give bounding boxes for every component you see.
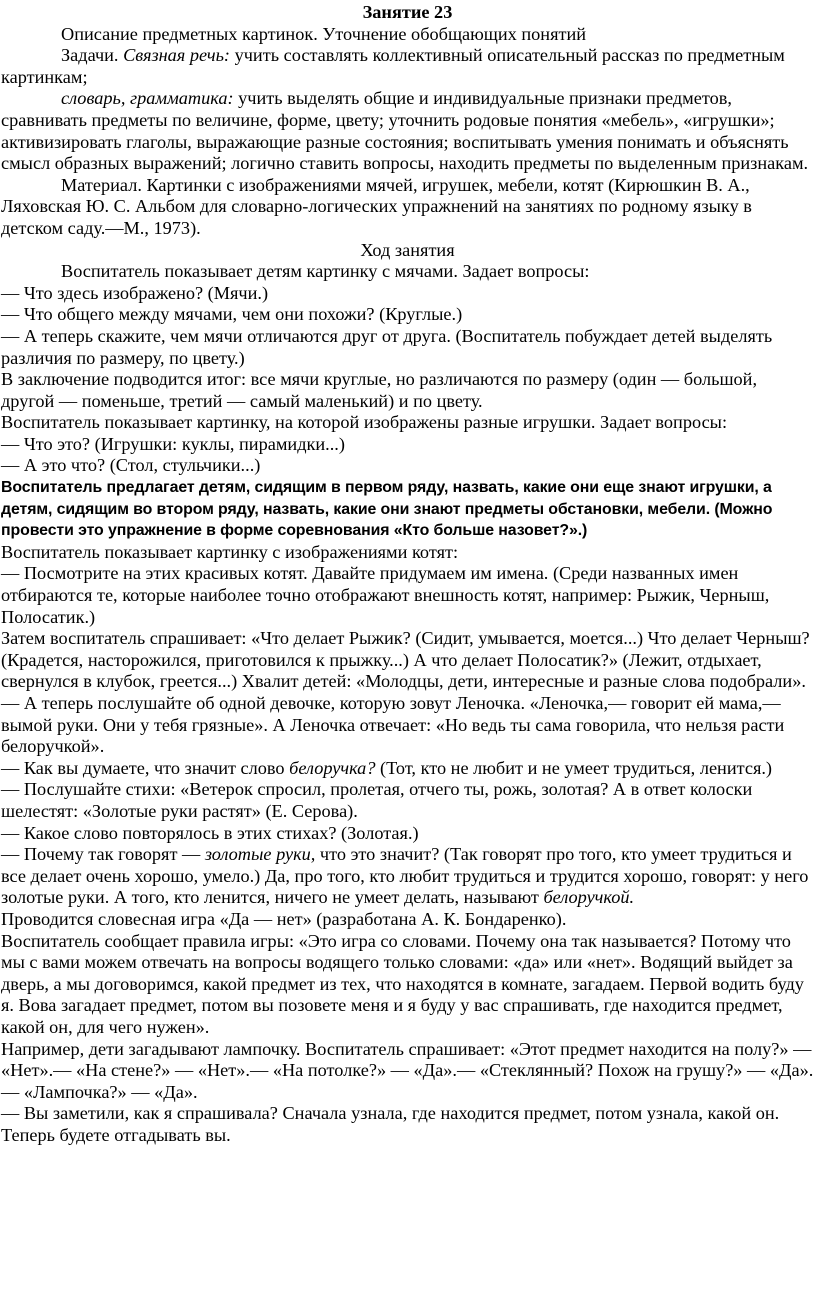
dialogue-line <box>1 844 814 909</box>
dialogue-line: — Что здесь изображено? (Мячи.) <box>1 282 269 303</box>
course-heading: Ход занятия <box>360 239 455 260</box>
italic-term: белоручка? <box>289 757 376 778</box>
lesson-subtitle: Описание предметных картинок. Уточнение обобщающих понятий <box>61 23 587 44</box>
dialogue-line: — А это что? (Стол, стульчики...) <box>1 455 261 476</box>
dialogue-line: — Вы заметили, как я спрашивала? Сначала узнала, где находится предмет, потом узнала, какой он. Теперь будете отгадывать вы. <box>1 1103 780 1145</box>
paragraph: Воспитатель сообщает правила игры: «Это игра со словами. Почему она так называется? Потому что мы с вами можем отвечать на вопросы водящего только словами: «да» или «нет». Водящий выйдет за дверь, а мы договоримся, какой предмет из тех, что находятся в комнате, загадаем. Первой водить буду я. Вова загадает предмет, потом вы позовете меня и я буду у вас спрашивать, где находится предмет, какой он, для чего нужен». <box>1 930 804 1037</box>
tasks-vocab-label: словарь, грамматика: <box>61 88 234 109</box>
paragraph: Воспитатель показывает картинку, на которой изображены разные игрушки. Задает вопросы: <box>1 412 728 433</box>
text-run: что это значит? (Так говорят про того, кто умеет трудиться и все делает очень хорошо, умело.) Да, про того, кто любит трудиться и трудится хорошо, говорят: у него золотые руки. А того, кто ленится, ничего не умеет делать, называют <box>1 844 809 908</box>
paragraph: В заключение подводится итог: все мячи круглые, но различаются по размеру (один — большой, другой — поменьше, третий — самый маленький) и по цвету. <box>1 369 758 411</box>
paragraph: Например, дети загадывают лампочку. Воспитатель спрашивает: «Этот предмет находится на полу?» — «Нет».— «На стене?» — «Нет».— «На потолке?» — «Да».— «Стеклянный? Похож на грушу?» — «Да».— «Лампочка?» — «Да». <box>1 1038 814 1102</box>
tasks-vocab-paragraph <box>1 88 814 174</box>
paragraph: Воспитатель показывает детям картинку с мячами. Задает вопросы: <box>61 261 590 282</box>
dialogue-line: — Послушайте стихи: «Ветерок спросил, пролетая, отчего ты, рожь, золотая? А в ответ колоски шелестят: «Золотые руки растят» (Е. Серова). <box>1 779 753 821</box>
dialogue-line: — Какое слово повторялось в этих стихах? (Золотая.) <box>1 822 419 843</box>
paragraph: Воспитатель показывает картинку с изображениями котят: <box>1 541 459 562</box>
dialogue-line: — А теперь скажите, чем мячи отличаются друг от друга. (Воспитатель побуждает детей выделять различия по размеру, по цвету.) <box>1 325 773 368</box>
dialogue-line: — Что это? (Игрушки: куклы, пирамидки...) <box>1 433 345 454</box>
bold-paragraph: Воспитатель предлагает детям, сидящим в первом ряду, назвать, какие они еще знают игрушки, а детям, сидящим во втором ряду, назвать, какие они знают предметы обстановки, мебели. (Можно провести это упражнение в форме соревнования «Кто больше назовет?».) <box>1 479 773 540</box>
tasks-speech-label: Связная речь: <box>123 45 231 66</box>
dialogue-line: — Посмотрите на этих красивых котят. Давайте придумаем им имена. (Среди названных имен отбираются те, которые наиболее точно отображают внешность котят, например: Рыжик, Черныш, Полосатик.) <box>1 563 770 627</box>
dialogue-line: — А теперь послушайте об одной девочке, которую зовут Леночка. «Леночка,— говорит ей мама,— вымой руки. Они у тебя грязные». А Леночка отвечает: «Но ведь ты сама говорила, что нельзя расти белоручкой». <box>1 693 785 757</box>
text-run: — Почему так говорят — <box>1 844 205 865</box>
paragraph: Затем воспитатель спрашивает: «Что делает Рыжик? (Сидит, умывается, моется...) Что делает Черныш? (Крадется, насторожился, приготовился к прыжку...) А что делает Полосатик?» (Лежит, отдыхает, свернулся в клубок, греется...) Хвалит детей: «Молодцы, дети, интересные и разные слова подобрали». <box>1 628 810 692</box>
italic-term: белоручкой. <box>543 887 635 908</box>
text-run: (Тот, кто не любит и не умеет трудиться, ленится.) <box>375 757 773 778</box>
tasks-paragraph <box>1 45 814 88</box>
material-paragraph: Материал. Картинки с изображениями мячей, игрушек, мебели, котят (Кирюшкин В. А., Ляховская Ю. С. Альбом для словарно-логических упражнений на занятиях по родному языку в детском саду.—М., 1973). <box>1 174 752 238</box>
lesson-title: Занятие 23 <box>362 2 453 22</box>
tasks-prefix: Задачи. <box>61 45 124 66</box>
italic-term: золотые руки, <box>204 844 316 865</box>
dialogue-line <box>1 758 814 780</box>
paragraph: Проводится словесная игра «Да — нет» (разработана А. К. Бондаренко). <box>1 908 567 929</box>
tasks-vocab-text: учить выделять общие и индивидуальные признаки предметов, сравнивать предметы по величине, форме, цвету; уточнить родовые понятия «мебель», «игрушки»; активизировать глаголы, выражающие разные состояния; воспитывать умения понимать и объяснять смысл образных выражений; логично ставить вопросы, находить предметы по выделенным признакам. <box>1 88 809 174</box>
text-run: — Как вы думаете, что значит слово <box>1 757 290 778</box>
dialogue-line: — Что общего между мячами, чем они похожи? (Круглые.) <box>1 304 463 325</box>
tasks-speech-text: учить составлять коллективный описательный рассказ по предметным картинкам; <box>1 45 785 87</box>
